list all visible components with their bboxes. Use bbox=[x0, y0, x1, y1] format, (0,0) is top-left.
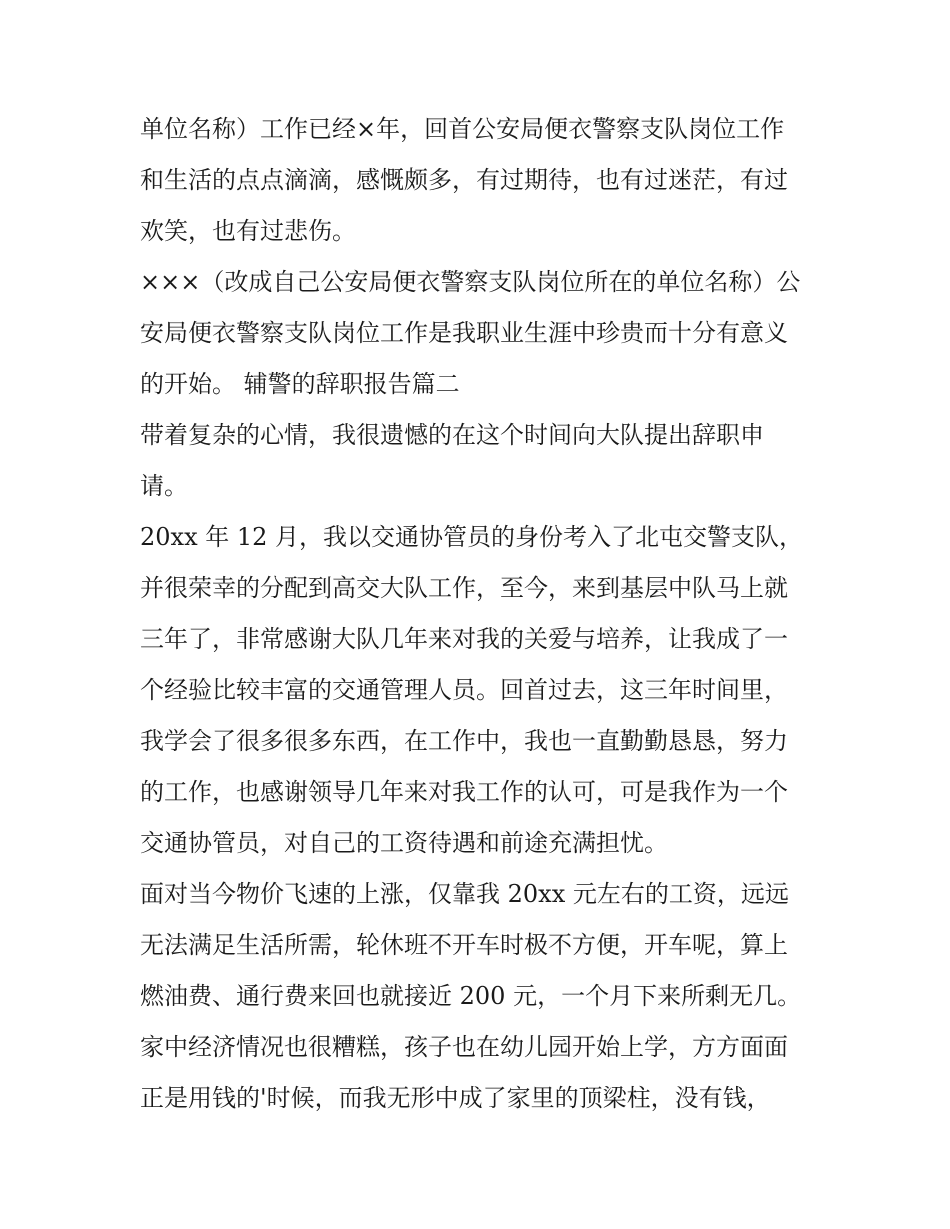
text-line: 请。 bbox=[140, 472, 188, 500]
text-line: 家中经济情况也很糟糕，孩子也在幼儿园开始上学，方方面面 bbox=[140, 1033, 788, 1061]
text-line: 燃油费、通行费来回也就接近 200 元，一个月下来所剩无几。 bbox=[140, 982, 802, 1010]
text-line: 我学会了很多很多东西，在工作中，我也一直勤勤恳恳，努力 bbox=[140, 727, 788, 755]
text-line: 和生活的点点滴滴，感慨颇多，有过期待，也有过迷茫，有过 bbox=[140, 166, 788, 194]
text-line: 单位名称）工作已经×年，回首公安局便衣警察支队岗位工作 bbox=[140, 115, 785, 143]
text-line: 并很荣幸的分配到高交大队工作，至今，来到基层中队马上就 bbox=[140, 574, 788, 602]
text-line: 无法满足生活所需，轮休班不开车时极不方便，开车呢，算上 bbox=[140, 931, 788, 959]
text-line: 的开始。 辅警的辞职报告篇二 bbox=[140, 370, 460, 398]
text-line: 三年了，非常感谢大队几年来对我的关爱与培养，让我成了一 bbox=[140, 625, 788, 653]
document-body bbox=[140, 104, 820, 1124]
text-line: 个经验比较丰富的交通管理人员。回首过去，这三年时间里， bbox=[140, 676, 788, 704]
text-line: 面对当今物价飞速的上涨，仅靠我 20xx 元左右的工资，远远 bbox=[140, 880, 789, 908]
text-line: 安局便衣警察支队岗位工作是我职业生涯中珍贵而十分有意义 bbox=[140, 319, 788, 347]
text-line: 20xx 年 12 月，我以交通协管员的身份考入了北屯交警支队， bbox=[140, 523, 804, 551]
text-line: 带着复杂的心情，我很遗憾的在这个时间向大队提出辞职申 bbox=[140, 421, 764, 449]
text-line: 欢笑，也有过悲伤。 bbox=[140, 217, 356, 245]
text-line: 交通协管员，对自己的工资待遇和前途充满担忧。 bbox=[140, 829, 668, 857]
text-line: 的工作，也感谢领导几年来对我工作的认可，可是我作为一个 bbox=[140, 778, 788, 806]
text-line: 正是用钱的'时候，而我无形中成了家里的顶梁柱，没有钱， bbox=[140, 1084, 771, 1112]
text-line: ×××（改成自己公安局便衣警察支队岗位所在的单位名称）公 bbox=[140, 268, 801, 296]
